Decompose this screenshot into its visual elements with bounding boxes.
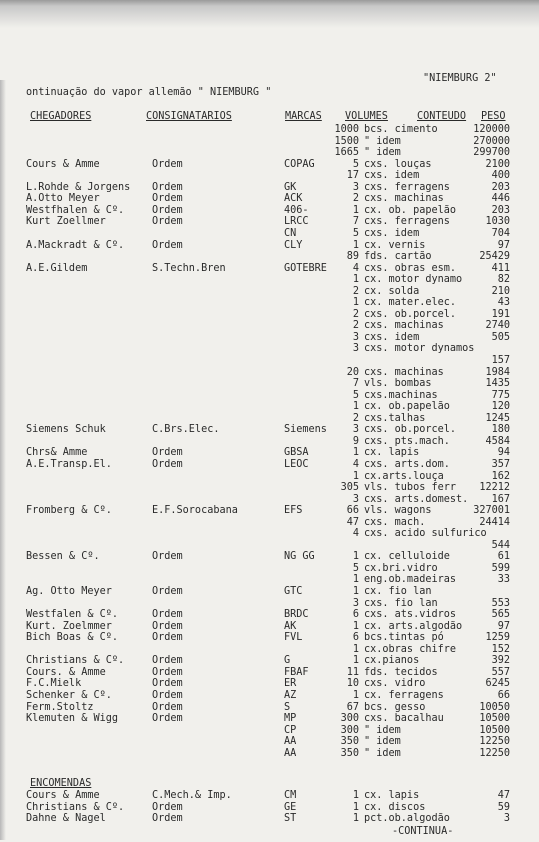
- manifest-row: [0, 321, 539, 333]
- col-header-volumes: VOLUMES: [345, 111, 388, 122]
- cell-contents: eng.ob.madeiras: [364, 574, 457, 586]
- cell-volumes: 4: [352, 528, 359, 540]
- cell-mark: FBAF: [284, 666, 309, 678]
- cell-shipper: Siemens Schuk: [26, 424, 106, 436]
- cell-volumes: 1: [352, 447, 359, 459]
- cell-weight: 357: [491, 458, 510, 470]
- cell-volumes: 6: [352, 609, 359, 621]
- manifest-row: [0, 814, 539, 826]
- cell-contents: cx. motor dynamo: [364, 274, 463, 286]
- cell-consignee: Ordem: [152, 620, 183, 632]
- cell-weight: 66: [497, 689, 510, 701]
- cell-shipper: Ferm.Stoltz: [26, 701, 94, 713]
- cell-contents: cxs. machinas: [364, 320, 444, 332]
- cell-volumes: 1: [352, 239, 359, 251]
- cell-contents: cxs. ats.vidros: [364, 609, 457, 621]
- cell-volumes: 1: [352, 643, 359, 655]
- cell-volumes: 1: [352, 574, 359, 586]
- cell-contents: cxs. louças: [364, 158, 432, 170]
- cell-weight: 12250: [479, 736, 510, 748]
- cell-shipper: Cours & Amme: [26, 158, 100, 170]
- cell-volumes: 7: [352, 216, 359, 228]
- cell-consignee: C.Mech.& Imp.: [152, 790, 232, 801]
- cell-shipper: Christians & Cº.: [26, 801, 125, 813]
- cell-volumes: 7: [352, 378, 359, 390]
- cell-contents: cx. discos: [364, 801, 426, 813]
- cell-mark: FVL: [284, 632, 303, 644]
- cell-weight: 544: [491, 539, 510, 551]
- cell-shipper: Christians & Cº.: [26, 655, 125, 667]
- cell-mark: MP: [284, 713, 297, 725]
- cell-mark: CM: [284, 790, 297, 801]
- cell-shipper: Cours. & Amme: [26, 666, 106, 678]
- cell-contents: cx. ferragens: [364, 689, 444, 701]
- cell-consignee: Ordem: [152, 204, 183, 216]
- cell-contents: cxs.machinas: [364, 389, 438, 401]
- section-encomendas-title: ENCOMENDAS: [30, 778, 92, 789]
- cell-volumes: 3: [352, 424, 359, 436]
- cell-contents: " idem: [364, 147, 401, 159]
- cell-contents: cx. lapis: [364, 790, 420, 801]
- cell-contents: cxs. vidro: [364, 678, 426, 690]
- cell-contents: cxs. bacalhau: [364, 713, 444, 725]
- cell-weight: 12212: [479, 482, 510, 494]
- cell-mark: ST: [284, 813, 297, 824]
- continua-note: -CONTINUA-: [392, 826, 454, 837]
- cell-weight: 203: [491, 181, 510, 193]
- cell-consignee: Ordem: [152, 609, 183, 621]
- cell-contents: vls. tubos ferr: [364, 482, 457, 494]
- cell-volumes: 1: [352, 401, 359, 413]
- cell-volumes: 2: [352, 308, 359, 320]
- cell-volumes: 4: [352, 458, 359, 470]
- cell-volumes: 5: [352, 158, 359, 170]
- manifest-row: [0, 391, 539, 403]
- cell-consignee: Ordem: [152, 689, 183, 701]
- cell-mark: LRCC: [284, 216, 309, 228]
- cell-shipper: Kurt. Zoelmmer: [26, 620, 112, 632]
- cell-consignee: Ordem: [152, 181, 183, 193]
- cell-weight: 191: [491, 308, 510, 320]
- cell-mark: GTC: [284, 586, 303, 597]
- manifest-row: [0, 472, 539, 484]
- cell-contents: cx. vernis: [364, 239, 426, 251]
- manifest-row: [0, 425, 539, 437]
- cell-consignee: Ordem: [152, 632, 183, 644]
- cell-consignee: Ordem: [152, 666, 183, 678]
- cell-weight: 6245: [485, 678, 510, 690]
- cell-consignee: Ordem: [152, 447, 183, 459]
- cell-volumes: 5: [352, 562, 359, 574]
- manifest-row: [0, 402, 539, 414]
- cell-mark: ER: [284, 678, 297, 690]
- cell-weight: 97: [497, 239, 510, 251]
- cell-volumes: 3: [352, 331, 359, 343]
- cell-volumes: 3: [352, 493, 359, 505]
- cell-shipper: Westfhalen & Cº.: [26, 204, 125, 216]
- cell-weight: 47: [497, 790, 510, 801]
- cell-contents: cx. fio lan: [364, 586, 432, 597]
- cell-weight: 2740: [485, 320, 510, 332]
- cell-contents: cxs. machinas: [364, 193, 444, 205]
- cell-contents: cxs. ferragens: [364, 181, 450, 193]
- cell-consignee: Ordem: [152, 239, 183, 251]
- cell-weight: 565: [491, 609, 510, 621]
- cell-mark: AA: [284, 747, 297, 759]
- cell-weight: 2100: [485, 158, 510, 170]
- cell-shipper: Dahne & Nagel: [26, 813, 106, 824]
- cell-contents: pct.ob.algodão: [364, 813, 450, 824]
- cell-volumes: 300: [340, 713, 359, 725]
- cell-consignee: S.Techn.Bren: [152, 262, 226, 274]
- cell-volumes: 1: [352, 297, 359, 309]
- cell-weight: 411: [491, 262, 510, 274]
- cell-contents: cxs. acido sulfurico: [364, 528, 487, 540]
- cell-shipper: Klemuten & Wigg: [26, 713, 119, 725]
- cell-mark: GBSA: [284, 447, 309, 459]
- cell-weight: 82: [497, 274, 510, 286]
- cell-volumes: 305: [340, 482, 359, 494]
- manifest-row: [0, 564, 539, 576]
- cell-volumes: 6: [352, 632, 359, 644]
- manifest-row: [0, 298, 539, 310]
- cell-volumes: 11: [346, 666, 359, 678]
- cell-consignee: Ordem: [152, 713, 183, 725]
- col-header-contents: CONTEUDO: [417, 111, 467, 122]
- cell-weight: 553: [491, 597, 510, 609]
- cell-contents: cxs. arts.dom.: [364, 458, 450, 470]
- cell-contents: bcs.tintas pó: [364, 632, 444, 644]
- cell-volumes: 1: [352, 586, 359, 597]
- cell-volumes: 2: [352, 320, 359, 332]
- manifest-row: [0, 344, 539, 356]
- manifest-row: [0, 379, 539, 391]
- manifest-row: [0, 587, 539, 599]
- cell-contents: cx. ob.papelão: [364, 401, 450, 413]
- cell-weight: 167: [491, 493, 510, 505]
- cell-mark: AK: [284, 620, 297, 632]
- manifest-row: [0, 241, 539, 253]
- cell-volumes: 4: [352, 262, 359, 274]
- manifest-row: [0, 460, 539, 472]
- cell-weight: 25429: [479, 251, 510, 263]
- cell-contents: cx.bri.vidro: [364, 562, 438, 574]
- manifest-row: [0, 633, 539, 645]
- manifest-row: [0, 737, 539, 749]
- cell-volumes: 350: [340, 736, 359, 748]
- cell-contents: cxs. machinas: [364, 366, 444, 378]
- cell-shipper: F.C.Mielk: [26, 678, 82, 690]
- cell-volumes: 67: [346, 701, 359, 713]
- cell-weight: 3: [503, 813, 510, 824]
- cell-mark: GOTEBRE: [284, 262, 327, 274]
- manifest-row: [0, 714, 539, 726]
- cell-weight: 12250: [479, 747, 510, 759]
- cell-contents: " idem: [364, 724, 401, 736]
- cell-contents: " idem: [364, 747, 401, 759]
- manifest-row: [0, 137, 539, 149]
- cell-weight: 299700: [473, 147, 510, 159]
- cell-consignee: Ordem: [152, 158, 183, 170]
- cell-contents: cxs. idem: [364, 170, 420, 182]
- cell-volumes: 1: [352, 790, 359, 801]
- cell-mark: AZ: [284, 689, 297, 701]
- cell-shipper: Bessen & Cº.: [26, 551, 100, 563]
- cell-contents: fds. tecidos: [364, 666, 438, 678]
- cell-contents: bcs. gesso: [364, 701, 426, 713]
- manifest-row: [0, 217, 539, 229]
- cell-volumes: 1: [352, 204, 359, 216]
- cell-volumes: 47: [346, 516, 359, 528]
- cell-contents: cxs. arts.domest.: [364, 493, 469, 505]
- cell-volumes: 9: [352, 435, 359, 447]
- cell-weight: 1030: [485, 216, 510, 228]
- cell-weight: 704: [491, 227, 510, 239]
- cell-weight: 1984: [485, 366, 510, 378]
- cell-volumes: 10: [346, 678, 359, 690]
- cell-mark: EFS: [284, 505, 303, 517]
- manifest-row: [0, 726, 539, 738]
- cell-mark: GK: [284, 181, 297, 193]
- cell-weight: 400: [491, 170, 510, 182]
- cell-contents: cx. solda: [364, 285, 420, 297]
- cell-volumes: 350: [340, 747, 359, 759]
- cell-weight: 43: [497, 297, 510, 309]
- cell-volumes: 1: [352, 801, 359, 813]
- cell-contents: cxs. idem: [364, 331, 420, 343]
- cell-contents: cx.arts.louça: [364, 470, 444, 482]
- cell-volumes: 1: [352, 551, 359, 563]
- cell-consignee: Ordem: [152, 193, 183, 205]
- cell-volumes: 1: [352, 813, 359, 824]
- cell-consignee: Ordem: [152, 801, 183, 813]
- cell-contents: cx.obras chifre: [364, 643, 457, 655]
- cell-weight: 61: [497, 551, 510, 563]
- cell-shipper: Fromberg & Cº.: [26, 505, 112, 517]
- cell-weight: 210: [491, 285, 510, 297]
- manifest-row: [0, 275, 539, 287]
- manifest-row: [0, 749, 539, 761]
- cell-contents: fds. cartão: [364, 251, 432, 263]
- col-header-consignees: CONSIGNATARIOS: [146, 111, 232, 122]
- cell-volumes: 1: [352, 274, 359, 286]
- cell-consignee: Ordem: [152, 216, 183, 228]
- cell-volumes: 3: [352, 181, 359, 193]
- cell-mark: G: [284, 655, 291, 667]
- cell-contents: cx. mater.elec.: [364, 297, 457, 309]
- col-header-shippers: CHEGADORES: [30, 111, 92, 122]
- manifest-row: [0, 125, 539, 137]
- cell-volumes: 1: [352, 620, 359, 632]
- cell-weight: 33: [497, 574, 510, 586]
- cell-consignee: Ordem: [152, 551, 183, 563]
- cell-contents: cxs. motor dynamos: [364, 343, 475, 355]
- cell-volumes: 89: [346, 251, 359, 263]
- cell-consignee: Ordem: [152, 458, 183, 470]
- cell-weight: 152: [491, 643, 510, 655]
- cell-volumes: 5: [352, 227, 359, 239]
- cell-contents: cxs. pts.mach.: [364, 435, 450, 447]
- cell-mark: CLY: [284, 239, 303, 251]
- cell-weight: 203: [491, 204, 510, 216]
- manifest-row: [0, 356, 539, 368]
- cell-consignee: C.Brs.Elec.: [152, 424, 220, 436]
- cell-consignee: E.F.Sorocabana: [152, 505, 238, 517]
- ship-reference: "NIEMBURG 2": [423, 73, 497, 84]
- cell-weight: 94: [497, 447, 510, 459]
- cell-shipper: Westfalen & Cº.: [26, 609, 119, 621]
- cell-weight: 270000: [473, 135, 510, 147]
- cell-shipper: A.Otto Meyer: [26, 193, 100, 205]
- cell-contents: cxs. obras esm.: [364, 262, 457, 274]
- cell-weight: 120000: [473, 124, 510, 135]
- cell-weight: 327001: [473, 505, 510, 517]
- cell-volumes: 1: [352, 689, 359, 701]
- cell-contents: vls. bombas: [364, 378, 432, 390]
- cell-shipper: A.E.Gildem: [26, 262, 88, 274]
- cell-contents: cxs. ob.porcel.: [364, 308, 457, 320]
- cell-mark: CN: [284, 227, 297, 239]
- cell-weight: 59: [497, 801, 510, 813]
- cell-volumes: 2: [352, 412, 359, 424]
- cell-weight: 599: [491, 562, 510, 574]
- cell-weight: 1435: [485, 378, 510, 390]
- scan-edge-shadow: [0, 0, 539, 40]
- cell-shipper: Cours & Amme: [26, 790, 100, 801]
- cell-mark: Siemens: [284, 424, 327, 436]
- cell-volumes: 1000: [334, 124, 359, 135]
- cell-volumes: 66: [346, 505, 359, 517]
- cell-volumes: 2: [352, 193, 359, 205]
- cell-consignee: Ordem: [152, 678, 183, 690]
- cell-shipper: Chrs& Amme: [26, 447, 88, 459]
- cell-mark: ACK: [284, 193, 303, 205]
- cell-consignee: Ordem: [152, 813, 183, 824]
- cell-volumes: 300: [340, 724, 359, 736]
- cell-consignee: Ordem: [152, 586, 183, 597]
- cell-mark: S: [284, 701, 291, 713]
- cell-contents: cxs. fio lan: [364, 597, 438, 609]
- cell-weight: 392: [491, 655, 510, 667]
- manifest-row: [0, 368, 539, 380]
- cell-volumes: 5: [352, 389, 359, 401]
- cell-contents: bcs. cimento: [364, 124, 438, 135]
- cell-shipper: Ag. Otto Meyer: [26, 586, 112, 597]
- cell-contents: cx. celluloide: [364, 551, 450, 563]
- cell-shipper: Bich Boas & Cº.: [26, 632, 119, 644]
- cell-weight: 180: [491, 424, 510, 436]
- cell-contents: cx. arts.algodão: [364, 620, 463, 632]
- cell-contents: vls. wagons: [364, 505, 432, 517]
- cell-weight: 120: [491, 401, 510, 413]
- cell-weight: 775: [491, 389, 510, 401]
- cell-volumes: 17: [346, 170, 359, 182]
- page-heading: ontinuação do vapor allemão " NIEMBURG ": [26, 87, 272, 98]
- cell-contents: " idem: [364, 135, 401, 147]
- cell-contents: cxs. mach.: [364, 516, 426, 528]
- cell-mark: AA: [284, 736, 297, 748]
- cell-weight: 446: [491, 193, 510, 205]
- cell-mark: LEOC: [284, 458, 309, 470]
- cell-volumes: 1: [352, 655, 359, 667]
- cell-shipper: L.Rohde & Jorgens: [26, 181, 131, 193]
- cell-volumes: 2: [352, 285, 359, 297]
- manifest-row: [0, 506, 539, 518]
- cell-consignee: Ordem: [152, 655, 183, 667]
- cell-mark: 406-: [284, 204, 309, 216]
- cell-shipper: A.Mackradt & Cº.: [26, 239, 125, 251]
- cell-volumes: 1665: [334, 147, 359, 159]
- cell-weight: 97: [497, 620, 510, 632]
- cell-weight: 505: [491, 331, 510, 343]
- cell-shipper: Kurt Zoellmer: [26, 216, 106, 228]
- manifest-row: [0, 287, 539, 299]
- cell-volumes: 3: [352, 597, 359, 609]
- cell-contents: cxs. idem: [364, 227, 420, 239]
- cell-volumes: 1500: [334, 135, 359, 147]
- manifest-row: [0, 552, 539, 564]
- cell-volumes: 3: [352, 343, 359, 355]
- cell-mark: BRDC: [284, 609, 309, 621]
- cell-weight: 162: [491, 470, 510, 482]
- cell-weight: 10050: [479, 701, 510, 713]
- cell-weight: 10500: [479, 724, 510, 736]
- cell-mark: GE: [284, 801, 297, 813]
- col-header-weight: PESO: [481, 111, 506, 122]
- cell-contents: cxs. ferragens: [364, 216, 450, 228]
- cell-mark: COPAG: [284, 158, 315, 170]
- cell-contents: cxs.talhas: [364, 412, 426, 424]
- cell-consignee: Ordem: [152, 701, 183, 713]
- cell-contents: cx. ob. papelão: [364, 204, 457, 216]
- cell-weight: 157: [491, 355, 510, 366]
- manifest-row: [0, 529, 539, 541]
- cell-weight: 24414: [479, 516, 510, 528]
- cell-shipper: Schenker & Cº.: [26, 689, 112, 701]
- manifest-row: [0, 160, 539, 172]
- cell-mark: NG GG: [284, 551, 315, 563]
- cell-contents: cx. lapis: [364, 447, 420, 459]
- cell-mark: CP: [284, 724, 297, 736]
- cell-weight: 10500: [479, 713, 510, 725]
- cell-volumes: 20: [346, 366, 359, 378]
- cell-weight: 557: [491, 666, 510, 678]
- manifest-row: [0, 310, 539, 322]
- cell-volumes: 1: [352, 470, 359, 482]
- cell-contents: cx.pianos: [364, 655, 420, 667]
- cell-weight: 1245: [485, 412, 510, 424]
- cell-shipper: A.E.Transp.El.: [26, 458, 112, 470]
- cell-contents: cxs. ob.porcel.: [364, 424, 457, 436]
- cell-contents: " idem: [364, 736, 401, 748]
- col-header-marks: MARCAS: [285, 111, 322, 122]
- cell-weight: 4584: [485, 435, 510, 447]
- cell-weight: 1259: [485, 632, 510, 644]
